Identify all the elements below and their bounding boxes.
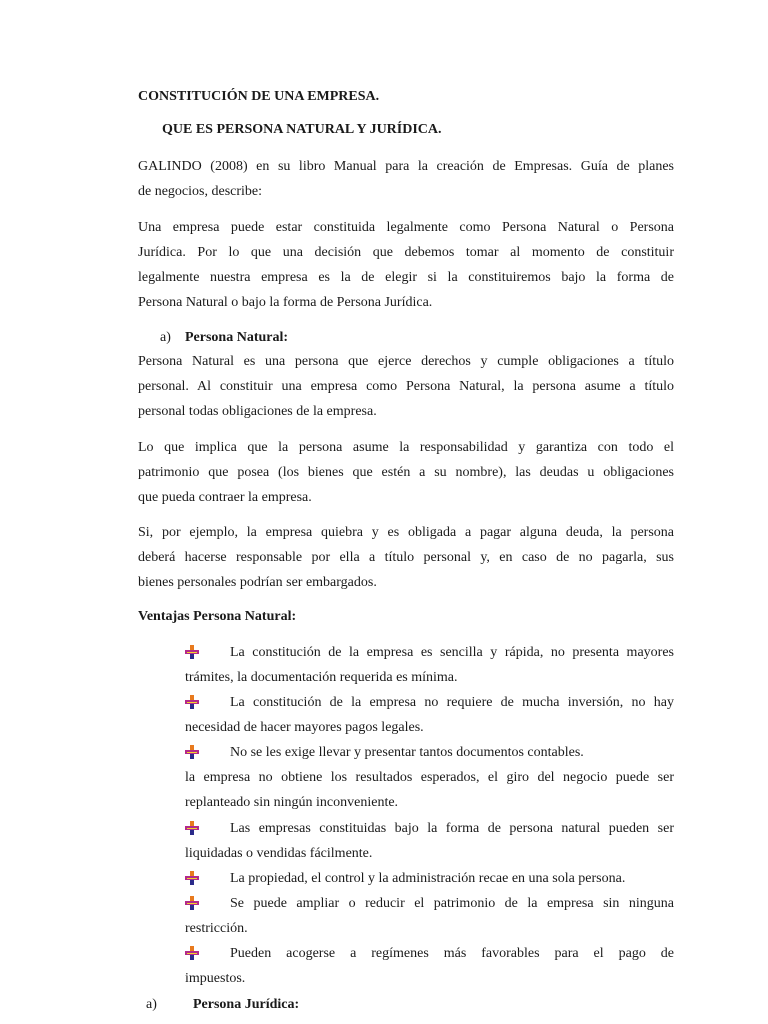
paragraph-line: Si, por ejemplo, la empresa quiebra y es obligada a pagar alguna deuda, la persona [138,525,674,540]
intro-line: GALINDO (2008) en su libro Manual para la creación de Empresas. Guía de planes [138,159,674,174]
bullet-text: Pueden acogerse a regímenes más favorables para el pago de [230,946,674,961]
section-heading: Persona Natural: [185,330,289,345]
bullet-arrow-icon [185,896,201,910]
paragraph-line: Jurídica. Por lo que una decisión que debemos tomar al momento de constituir [138,245,674,260]
paragraph-line: personal. Al constituir una empresa como Persona Natural, la persona asume a título [138,379,674,394]
bullet-arrow-icon [185,946,201,960]
bullet-arrow-icon [185,745,201,759]
bullet-arrow-icon [185,871,201,885]
paragraph-line: Una empresa puede estar constituida legalmente como Persona Natural o Persona [138,220,674,235]
paragraph-line: que pueda contraer la empresa. [138,490,312,505]
list-marker: a) [146,997,157,1012]
bullet-text: trámites, la documentación requerida es mínima. [185,670,458,685]
ventajas-heading: Ventajas Persona Natural: [138,609,297,624]
bullet-text: impuestos. [185,971,246,986]
bullet-arrow-icon [185,645,201,659]
bullet-text: necesidad de hacer mayores pagos legales. [185,720,424,735]
bullet-arrow-icon [185,821,201,835]
bullet-arrow-icon [185,695,201,709]
paragraph-line: patrimonio que posea (los bienes que estén a su nombre), las deudas u obligaciones [138,465,674,480]
paragraph-line: la empresa no obtiene los resultados esperados, el giro del negocio puede ser [185,770,674,785]
paragraph-line: Persona Natural es una persona que ejerce derechos y cumple obligaciones a título [138,354,674,369]
bullet-text: Se puede ampliar o reducir el patrimonio de la empresa sin ninguna [230,896,674,911]
bullet-text: liquidadas o vendidas fácilmente. [185,846,373,861]
bullet-text: Las empresas constituidas bajo la forma de persona natural pueden ser [230,821,674,836]
bullet-text: restricción. [185,921,248,936]
section-heading: Persona Jurídica: [193,997,300,1012]
bullet-text: No se les exige llevar y presentar tantos documentos contables. [230,745,584,760]
document-subtitle: QUE ES PERSONA NATURAL Y JURÍDICA. [162,122,442,137]
bullet-text: La constitución de la empresa es sencilla y rápida, no presenta mayores [230,645,674,660]
paragraph-line: replanteado sin ningún inconveniente. [185,795,399,810]
paragraph-line: deberá hacerse responsable por ella a título personal y, en caso de no pagarla, sus [138,550,674,565]
bullet-text: La constitución de la empresa no requiere de mucha inversión, no hay [230,695,674,710]
intro-line: de negocios, describe: [138,184,263,199]
paragraph-line: bienes personales podrían ser embargados. [138,575,377,590]
paragraph-line: legalmente nuestra empresa es la de elegir si la constituiremos bajo la forma de [138,270,674,285]
list-marker: a) [160,330,171,345]
paragraph-line: Persona Natural o bajo la forma de Persona Jurídica. [138,295,433,310]
document-title: CONSTITUCIÓN DE UNA EMPRESA. [138,89,380,104]
paragraph-line: personal todas obligaciones de la empresa. [138,404,377,419]
paragraph-line: Lo que implica que la persona asume la responsabilidad y garantiza con todo el [138,440,674,455]
bullet-text: La propiedad, el control y la administración recae en una sola persona. [230,871,626,886]
